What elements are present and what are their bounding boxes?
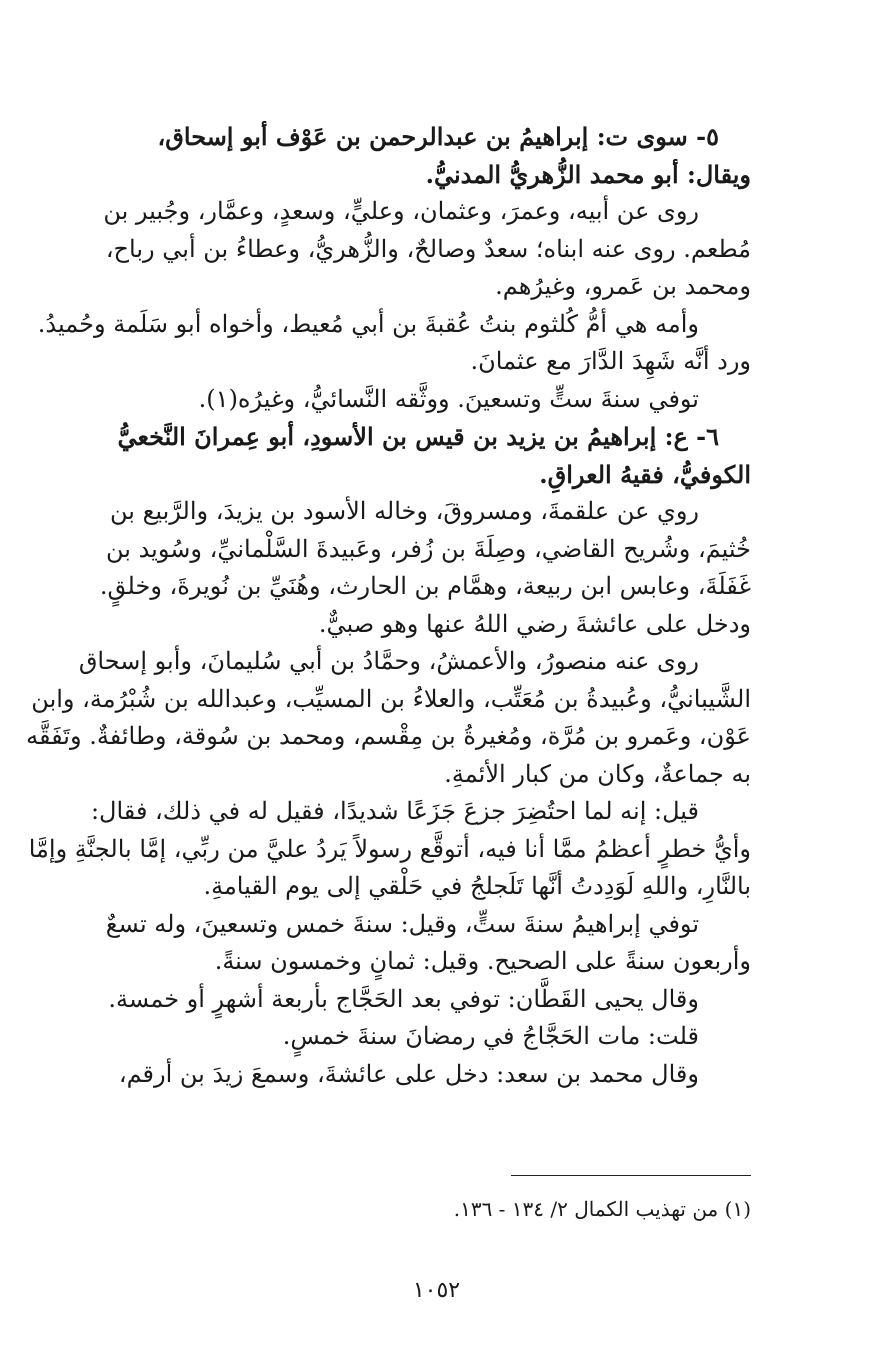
entry-6-text-line: به جماعةٌ، وكان من كبار الأئمةِ.	[444, 759, 751, 788]
entry-6-heading-line-2: الكوفيُّ، فقيهُ العراقِ.	[539, 459, 751, 489]
entry-6-text-line: خُثيمَ، وشُريح القاضي، وصِلَةَ بن زُفر، وعَبيدةَ السَّلْمانيِّ، وسُويد بن	[106, 534, 751, 563]
entry-6-text-line: توفي إبراهيمُ سنةَ ستٍّ، وقيل: سنةَ خمس وتسعينَ، وله تسعٌ	[105, 909, 699, 938]
entry-5-heading-line-1: ٥- سوى ت: إبراهيمُ بن عبدالرحمن بن عَوْف أبو إسحاق،	[157, 122, 719, 151]
entry-6-text-line: وأربعون سنةً على الصحيح. وقيل: ثمانٍ وخمسون سنةً.	[214, 947, 751, 975]
main-text	[26, 118, 751, 1093]
entry-5-text-line: وأمه هي أمُّ كُلثوم بنتُ عُقبةَ بن أبي مُعيط، وأخواه أبو سَلَمة وحُميدُ.	[37, 309, 699, 338]
entry-5-text-line: مُطعم. روى عنه ابناه؛ سعدٌ وصالحٌ، والزُّهريُّ، وعطاءُ بن أبي رباح،	[105, 234, 751, 263]
entry-6-text-line: ودخل على عائشةَ رضي اللهُ عنها وهو صبيٌّ.	[318, 609, 751, 638]
page-number: ١٠٥٢	[412, 1278, 461, 1303]
entry-6-text-line: وقال يحيى القَطَّان: توفي بعد الحَجَّاج بأربعة أشهرٍ أو خمسة.	[108, 984, 699, 1013]
footnote: (١) من تهذيب الكمال ٢/ ١٣٤ - ١٣٦.	[453, 1197, 751, 1221]
entry-6-heading-line-1: ٦- ع: إبراهيمُ بن يزيد بن قيس بن الأسودِ، أبو عِمرانَ النَّخعيُّ	[117, 422, 719, 451]
footnote-divider	[511, 1175, 751, 1176]
entry-6-text-line: غَفَلَةَ، وعابس ابن ربيعة، وهمَّام بن الحارث، وهُنَيِّ بن نُويرةَ، وخلقٍ.	[99, 572, 751, 600]
entry-6-text-line: بالنَّارِ، واللهِ لَوَدِدتُ أنَّها تَلَجلجُ في حَلْقي إلى يوم القيامةِ.	[203, 872, 751, 900]
entry-6-text-line: قلت: مات الحَجَّاجُ في رمضانَ سنةَ خمسٍ.	[282, 1022, 699, 1050]
entry-5-text-line: ومحمد بن عَمرو، وغيرُهم.	[495, 272, 751, 300]
entry-6-text-line: روي عن علقمةَ، ومسروقَ، وخاله الأسود بن يزيدَ، والرَّبيع بن	[110, 497, 699, 525]
entry-5-text-line: توفي سنةَ ستٍّ وتسعينَ. ووثَّقه النَّسائيُّ، وغيرُه(١).	[198, 384, 699, 413]
entry-5-text-line: روى عن أبيه، وعمرَ، وعثمان، وعليٍّ، وسعدٍ، وعمَّار، وجُبير بن	[103, 197, 699, 225]
entry-6-text-line: وأيُّ خطرٍ أعظمُ ممَّا أنا فيه، أتوقَّع رسولاً يَردُ عليَّ من ربِّي، إمَّا بالجنَّةِ وإمَّا	[28, 834, 751, 863]
entry-6-text-line: الشَّيبانيُّ، وعُبيدةُ بن مُعَتِّب، والعلاءُ بن المسيِّب، وعبدالله بن شُبْرُمة، وابن	[31, 684, 751, 713]
entry-5-heading-line-2: ويقال: أبو محمد الزُّهريُّ المدنيُّ.	[425, 159, 751, 189]
entry-6-text-line: روى عنه منصورُ، والأعمشُ، وحمَّادُ بن أبي سُليمانَ، وأبو إسحاق	[78, 647, 699, 675]
entry-6-text-line: عَوْن، وعَمرو بن مُرَّة، ومُغيرةُ بن مِقْسم، ومحمد بن سُوقة، وطائفةٌ. وتَفَقَّه	[26, 722, 751, 750]
entry-6-text-line: وقال محمد بن سعد: دخل على عائشةَ، وسمعَ زيدَ بن أرقم،	[118, 1059, 699, 1088]
entry-6-text-line: قيل: إنه لما احتُضِرَ جزعَ جَزَعًا شديدًا، فقيل له في ذلك، فقال:	[90, 797, 699, 825]
entry-5-text-line: ورد أنَّه شَهِدَ الدَّارَ مع عثمانَ.	[470, 347, 751, 375]
